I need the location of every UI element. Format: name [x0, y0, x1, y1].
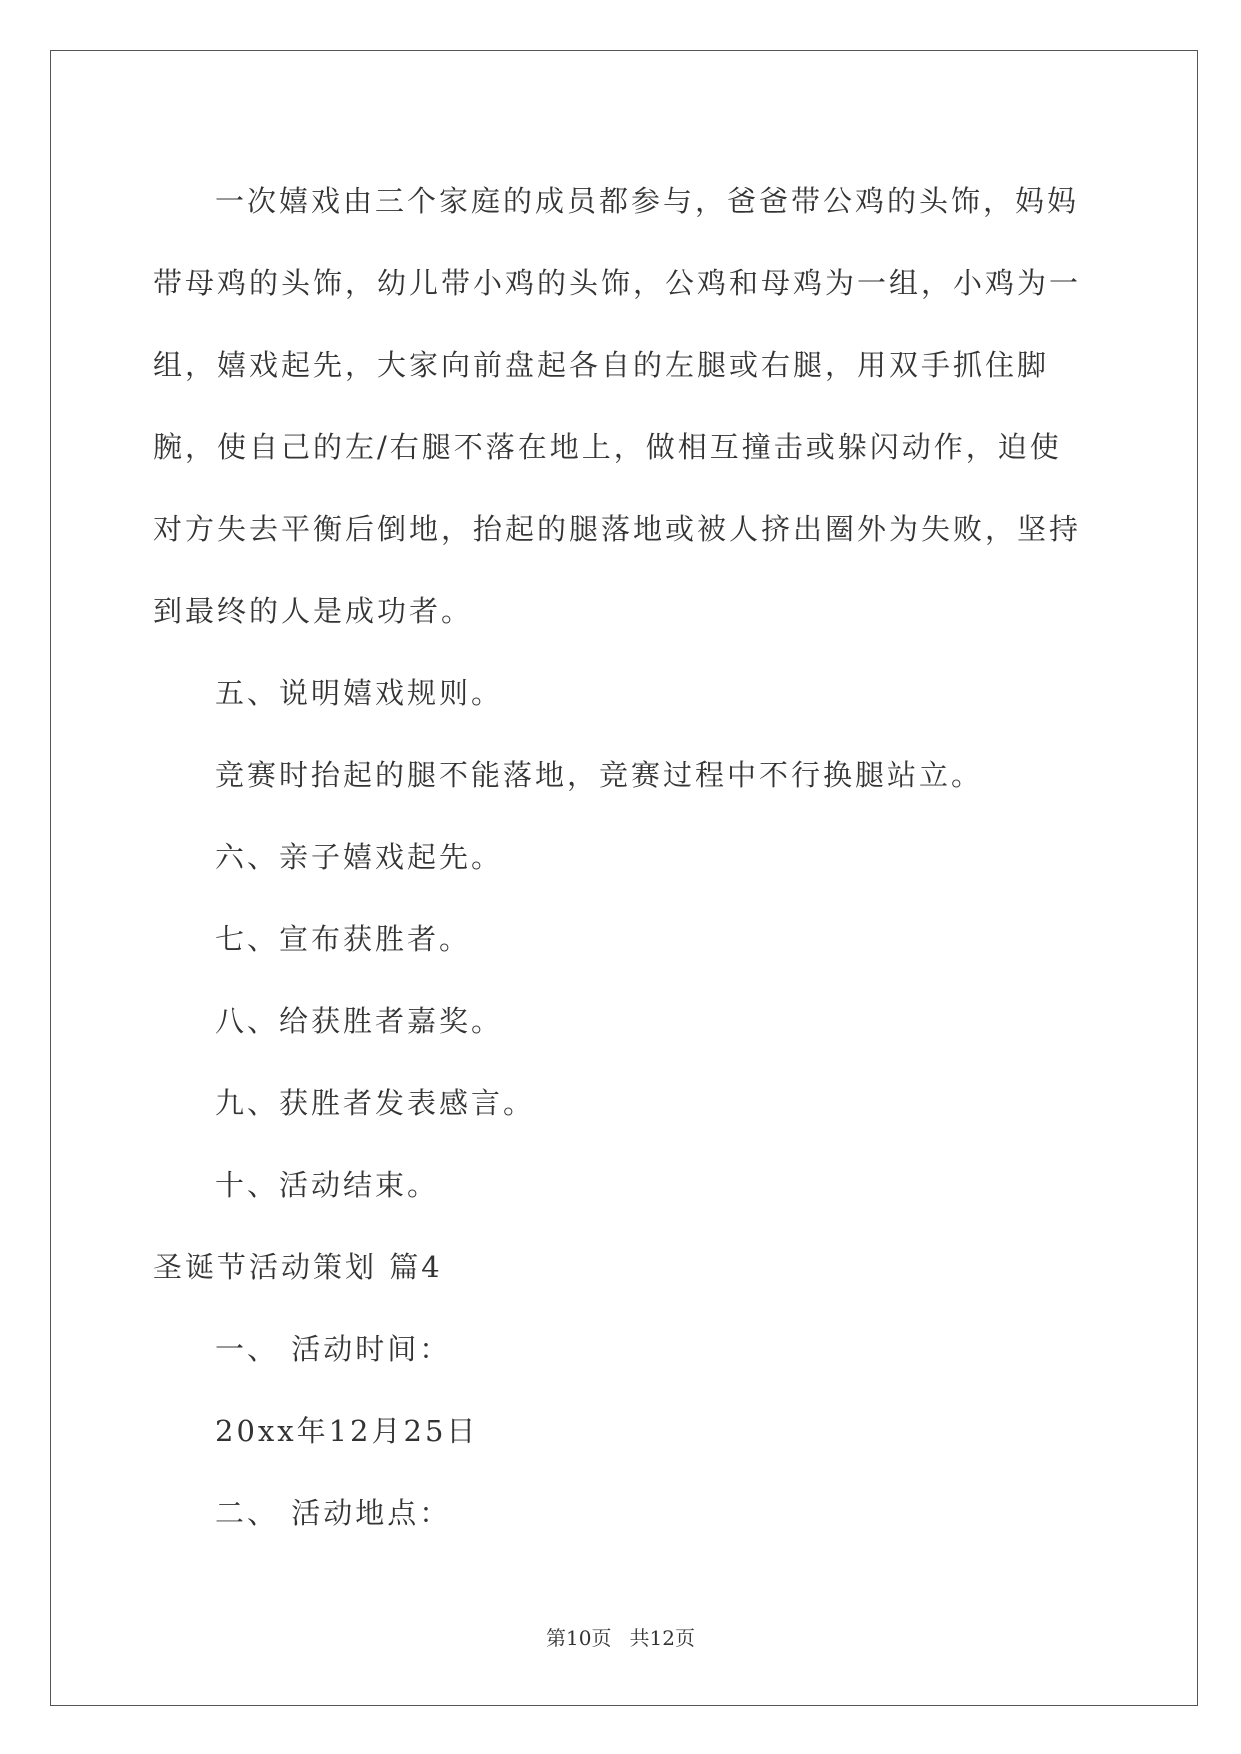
paragraph-step-ten: 十、活动结束。 — [215, 1168, 440, 1202]
paragraph-game-description: 一次嬉戏由三个家庭的成员都参与，爸爸带公鸡的头饰，妈妈带母鸡的头饰，幼儿带小鸡的头饰，公鸡和母鸡为一组，小鸡为一组，嬉戏起先，大家向前盘起各自的左腿或右腿，用双手抓住脚腕，使自己的左/右腿不落在地上，做相互撞击或躲闪动作，迫使对方失去平衡后倒地，抬起的腿落地或被人挤出圈外为失败，坚持到最终的人是成功者。 — [153, 184, 1082, 628]
section-heading: 圣诞节活动策划 篇4 — [153, 1250, 443, 1284]
paragraph-activity-location-label: 二、 活动地点： — [215, 1496, 452, 1530]
paragraph-step-eight: 八、给获胜者嘉奖。 — [215, 1004, 504, 1038]
page-footer — [0, 1622, 1241, 1651]
paragraph-step-five: 五、说明嬉戏规则。 — [215, 676, 504, 710]
paragraph-activity-time-label: 一、 活动时间： — [215, 1332, 452, 1366]
paragraph-activity-date: 20xx年12月25日 — [215, 1414, 479, 1448]
paragraph-step-seven: 七、宣布获胜者。 — [215, 922, 472, 956]
paragraph-step-nine: 九、获胜者发表感言。 — [215, 1086, 536, 1120]
document-body — [153, 160, 1093, 1554]
total-page-count: 共12页 — [629, 1626, 695, 1650]
current-page-number: 第10页 — [546, 1626, 612, 1650]
paragraph-step-six: 六、亲子嬉戏起先。 — [215, 840, 504, 874]
paragraph-rules: 竞赛时抬起的腿不能落地，竞赛过程中不行换腿站立。 — [215, 758, 984, 792]
